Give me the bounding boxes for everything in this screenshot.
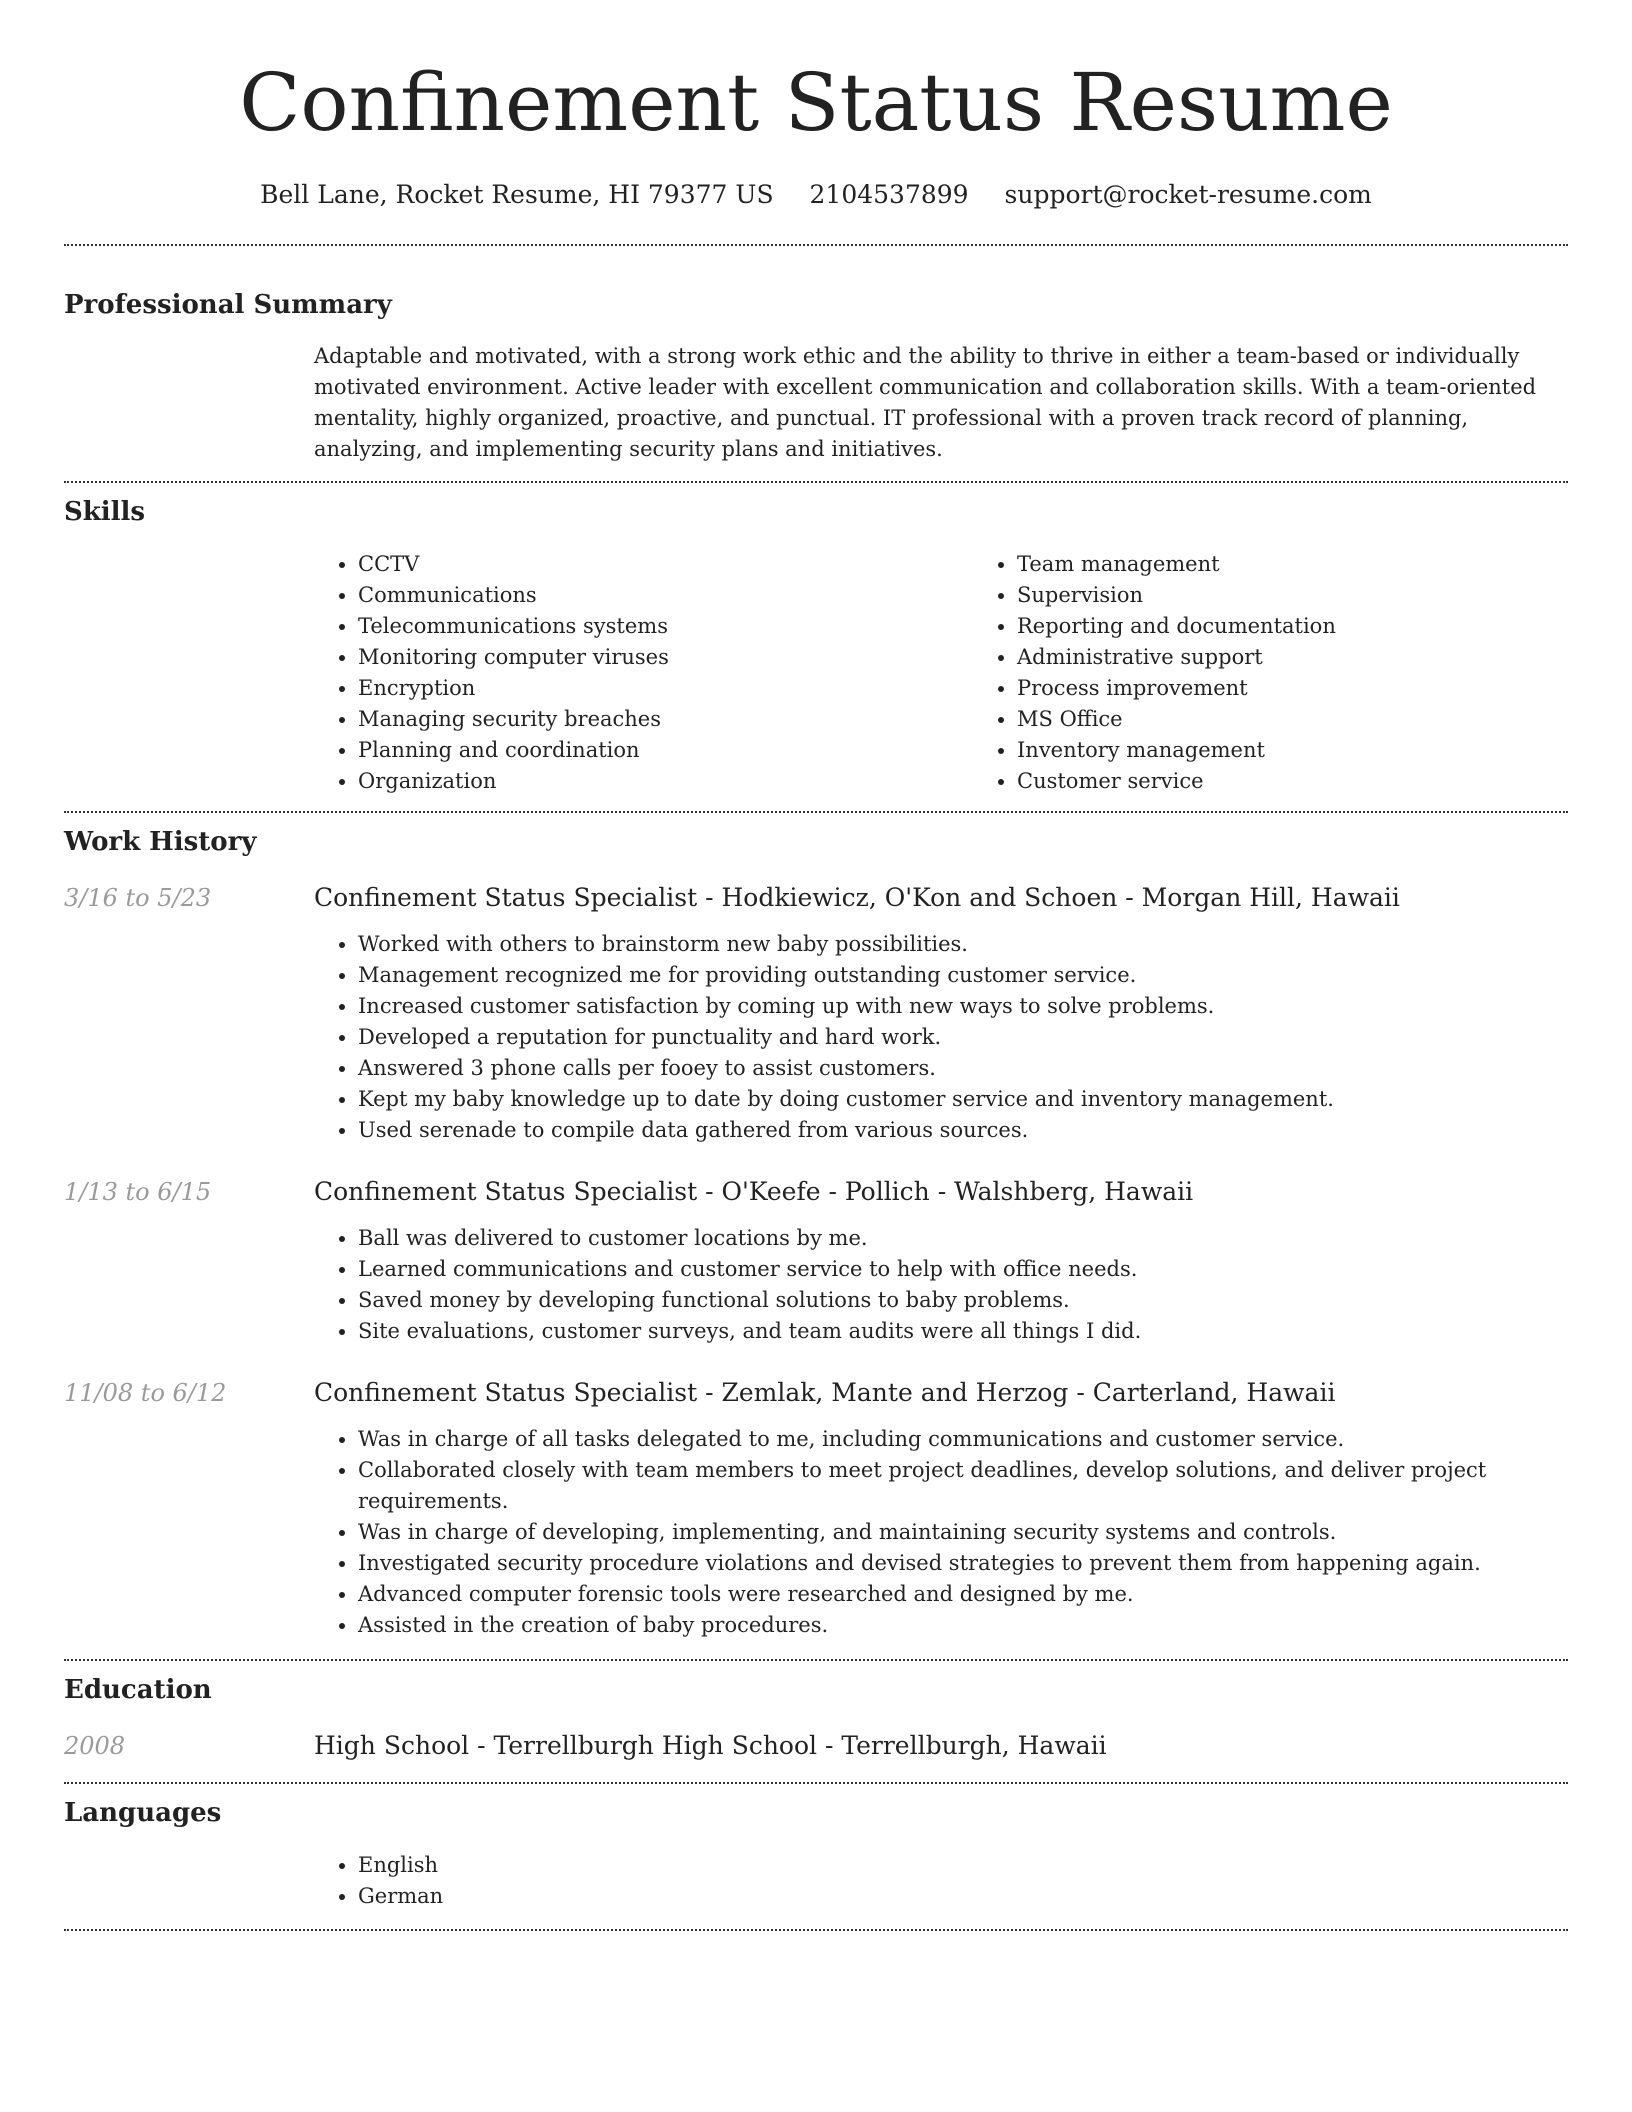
job-bullet: • Kept my baby knowledge up to date by doing customer service and inventory management.: [358, 1084, 1568, 1115]
job-bullet: • Answered 3 phone calls per fooey to assist customers.: [358, 1053, 1568, 1084]
job-bullet: • Ball was delivered to customer locations by me.: [358, 1223, 1568, 1254]
work-section: [64, 825, 1568, 1641]
skill-item: • Monitoring computer viruses: [358, 642, 973, 673]
language-item: • English: [358, 1850, 1568, 1881]
contact-address: Bell Lane, Rocket Resume, HI 79377 US: [260, 180, 774, 209]
skill-item: • Administrative support: [1017, 642, 1632, 673]
education-year: 2008: [64, 1732, 126, 1760]
skills-section: [64, 495, 1568, 797]
languages-section: [64, 1796, 1568, 1912]
education-entry: [64, 1729, 1568, 1763]
skills-heading: Skills: [64, 497, 146, 527]
education-section: [64, 1673, 1568, 1763]
skill-item: • Customer service: [1017, 766, 1632, 797]
skill-item: • CCTV: [358, 549, 973, 580]
education-degree: High School - Terrellburgh High School - Terrellburgh, Hawaii: [314, 1731, 1107, 1760]
contact-line: [64, 178, 1568, 212]
summary-text: Adaptable and motivated, with a strong work ethic and the ability to thrive in either a team-based or individually motivated environment. Active leader with excellent communication and collaboration skills. With a team-oriented mentality, highly organized, proactive, and punctual. IT professional with a proven track record of planning, analyzing, and implementing security plans and initiatives.: [314, 344, 1537, 461]
summary-section: [64, 288, 1568, 465]
skill-item: • Team management: [1017, 549, 1632, 580]
job-bullet: • Saved money by developing functional solutions to baby problems.: [358, 1285, 1568, 1316]
section-divider: [64, 811, 1568, 813]
job-bullet: • Worked with others to brainstorm new baby possibilities.: [358, 929, 1568, 960]
work-heading: Work History: [64, 827, 257, 857]
skill-item: • Reporting and documentation: [1017, 611, 1632, 642]
job-bullet: • Assisted in the creation of baby procedures.: [358, 1610, 1568, 1641]
job-title: Confinement Status Specialist - Hodkiewicz, O'Kon and Schoen - Morgan Hill, Hawaii: [314, 883, 1400, 912]
contact-phone: 2104537899: [809, 180, 969, 209]
job-bullet: • Used serenade to compile data gathered from various sources.: [358, 1115, 1568, 1146]
job-bullet: • Was in charge of all tasks delegated to me, including communications and customer service.: [358, 1424, 1568, 1455]
resume-title: Confinement Status Resume: [239, 56, 1393, 149]
job-bullets: [314, 1424, 1568, 1641]
job-dates: 11/08 to 6/12: [64, 1379, 227, 1407]
skill-item: • Supervision: [1017, 580, 1632, 611]
skill-item: • Process improvement: [1017, 673, 1632, 704]
job-title: Confinement Status Specialist - O'Keefe - Pollich - Walshberg, Hawaii: [314, 1177, 1194, 1206]
job-bullet: • Increased customer satisfaction by coming up with new ways to solve problems.: [358, 991, 1568, 1022]
job-bullet: • Advanced computer forensic tools were researched and designed by me.: [358, 1579, 1568, 1610]
job-bullet: • Investigated security procedure violations and devised strategies to prevent them from happening again.: [358, 1548, 1568, 1579]
job-bullet: • Developed a reputation for punctuality and hard work.: [358, 1022, 1568, 1053]
job-dates: 1/13 to 6/15: [64, 1178, 212, 1206]
section-divider: [64, 244, 1568, 246]
job-bullet: • Site evaluations, customer surveys, and team audits were all things I did.: [358, 1316, 1568, 1347]
skill-item: • Inventory management: [1017, 735, 1632, 766]
job-title: Confinement Status Specialist - Zemlak, Mante and Herzog - Carterland, Hawaii: [314, 1378, 1336, 1407]
languages-list: [314, 1850, 1568, 1912]
skill-item: • Communications: [358, 580, 973, 611]
resume-page: [64, 0, 1568, 1931]
section-divider: [64, 1929, 1568, 1931]
job-bullet: • Was in charge of developing, implementing, and maintaining security systems and controls.: [358, 1517, 1568, 1548]
job-entry: [64, 1175, 1568, 1347]
skill-item: • Telecommunications systems: [358, 611, 973, 642]
skills-list-right: [973, 549, 1632, 797]
language-item: • German: [358, 1881, 1568, 1912]
summary-heading: Professional Summary: [64, 290, 392, 320]
section-divider: [64, 481, 1568, 483]
skill-item: • Managing security breaches: [358, 704, 973, 735]
section-divider: [64, 1782, 1568, 1784]
job-bullet: • Management recognized me for providing outstanding customer service.: [358, 960, 1568, 991]
job-entry: [64, 1376, 1568, 1641]
job-bullet: • Collaborated closely with team members to meet project deadlines, develop solutions, and deliver project requirements.: [358, 1455, 1568, 1517]
job-bullets: [314, 929, 1568, 1146]
skill-item: • MS Office: [1017, 704, 1632, 735]
education-heading: Education: [64, 1675, 212, 1705]
skill-item: • Organization: [358, 766, 973, 797]
job-bullet: • Learned communications and customer service to help with office needs.: [358, 1254, 1568, 1285]
skill-item: • Planning and coordination: [358, 735, 973, 766]
skills-list-left: [314, 549, 973, 797]
section-divider: [64, 1659, 1568, 1661]
contact-email: support@rocket-resume.com: [1004, 180, 1372, 209]
job-dates: 3/16 to 5/23: [64, 884, 212, 912]
job-entry: [64, 881, 1568, 1146]
job-bullets: [314, 1223, 1568, 1347]
languages-heading: Languages: [64, 1798, 222, 1828]
skill-item: • Encryption: [358, 673, 973, 704]
